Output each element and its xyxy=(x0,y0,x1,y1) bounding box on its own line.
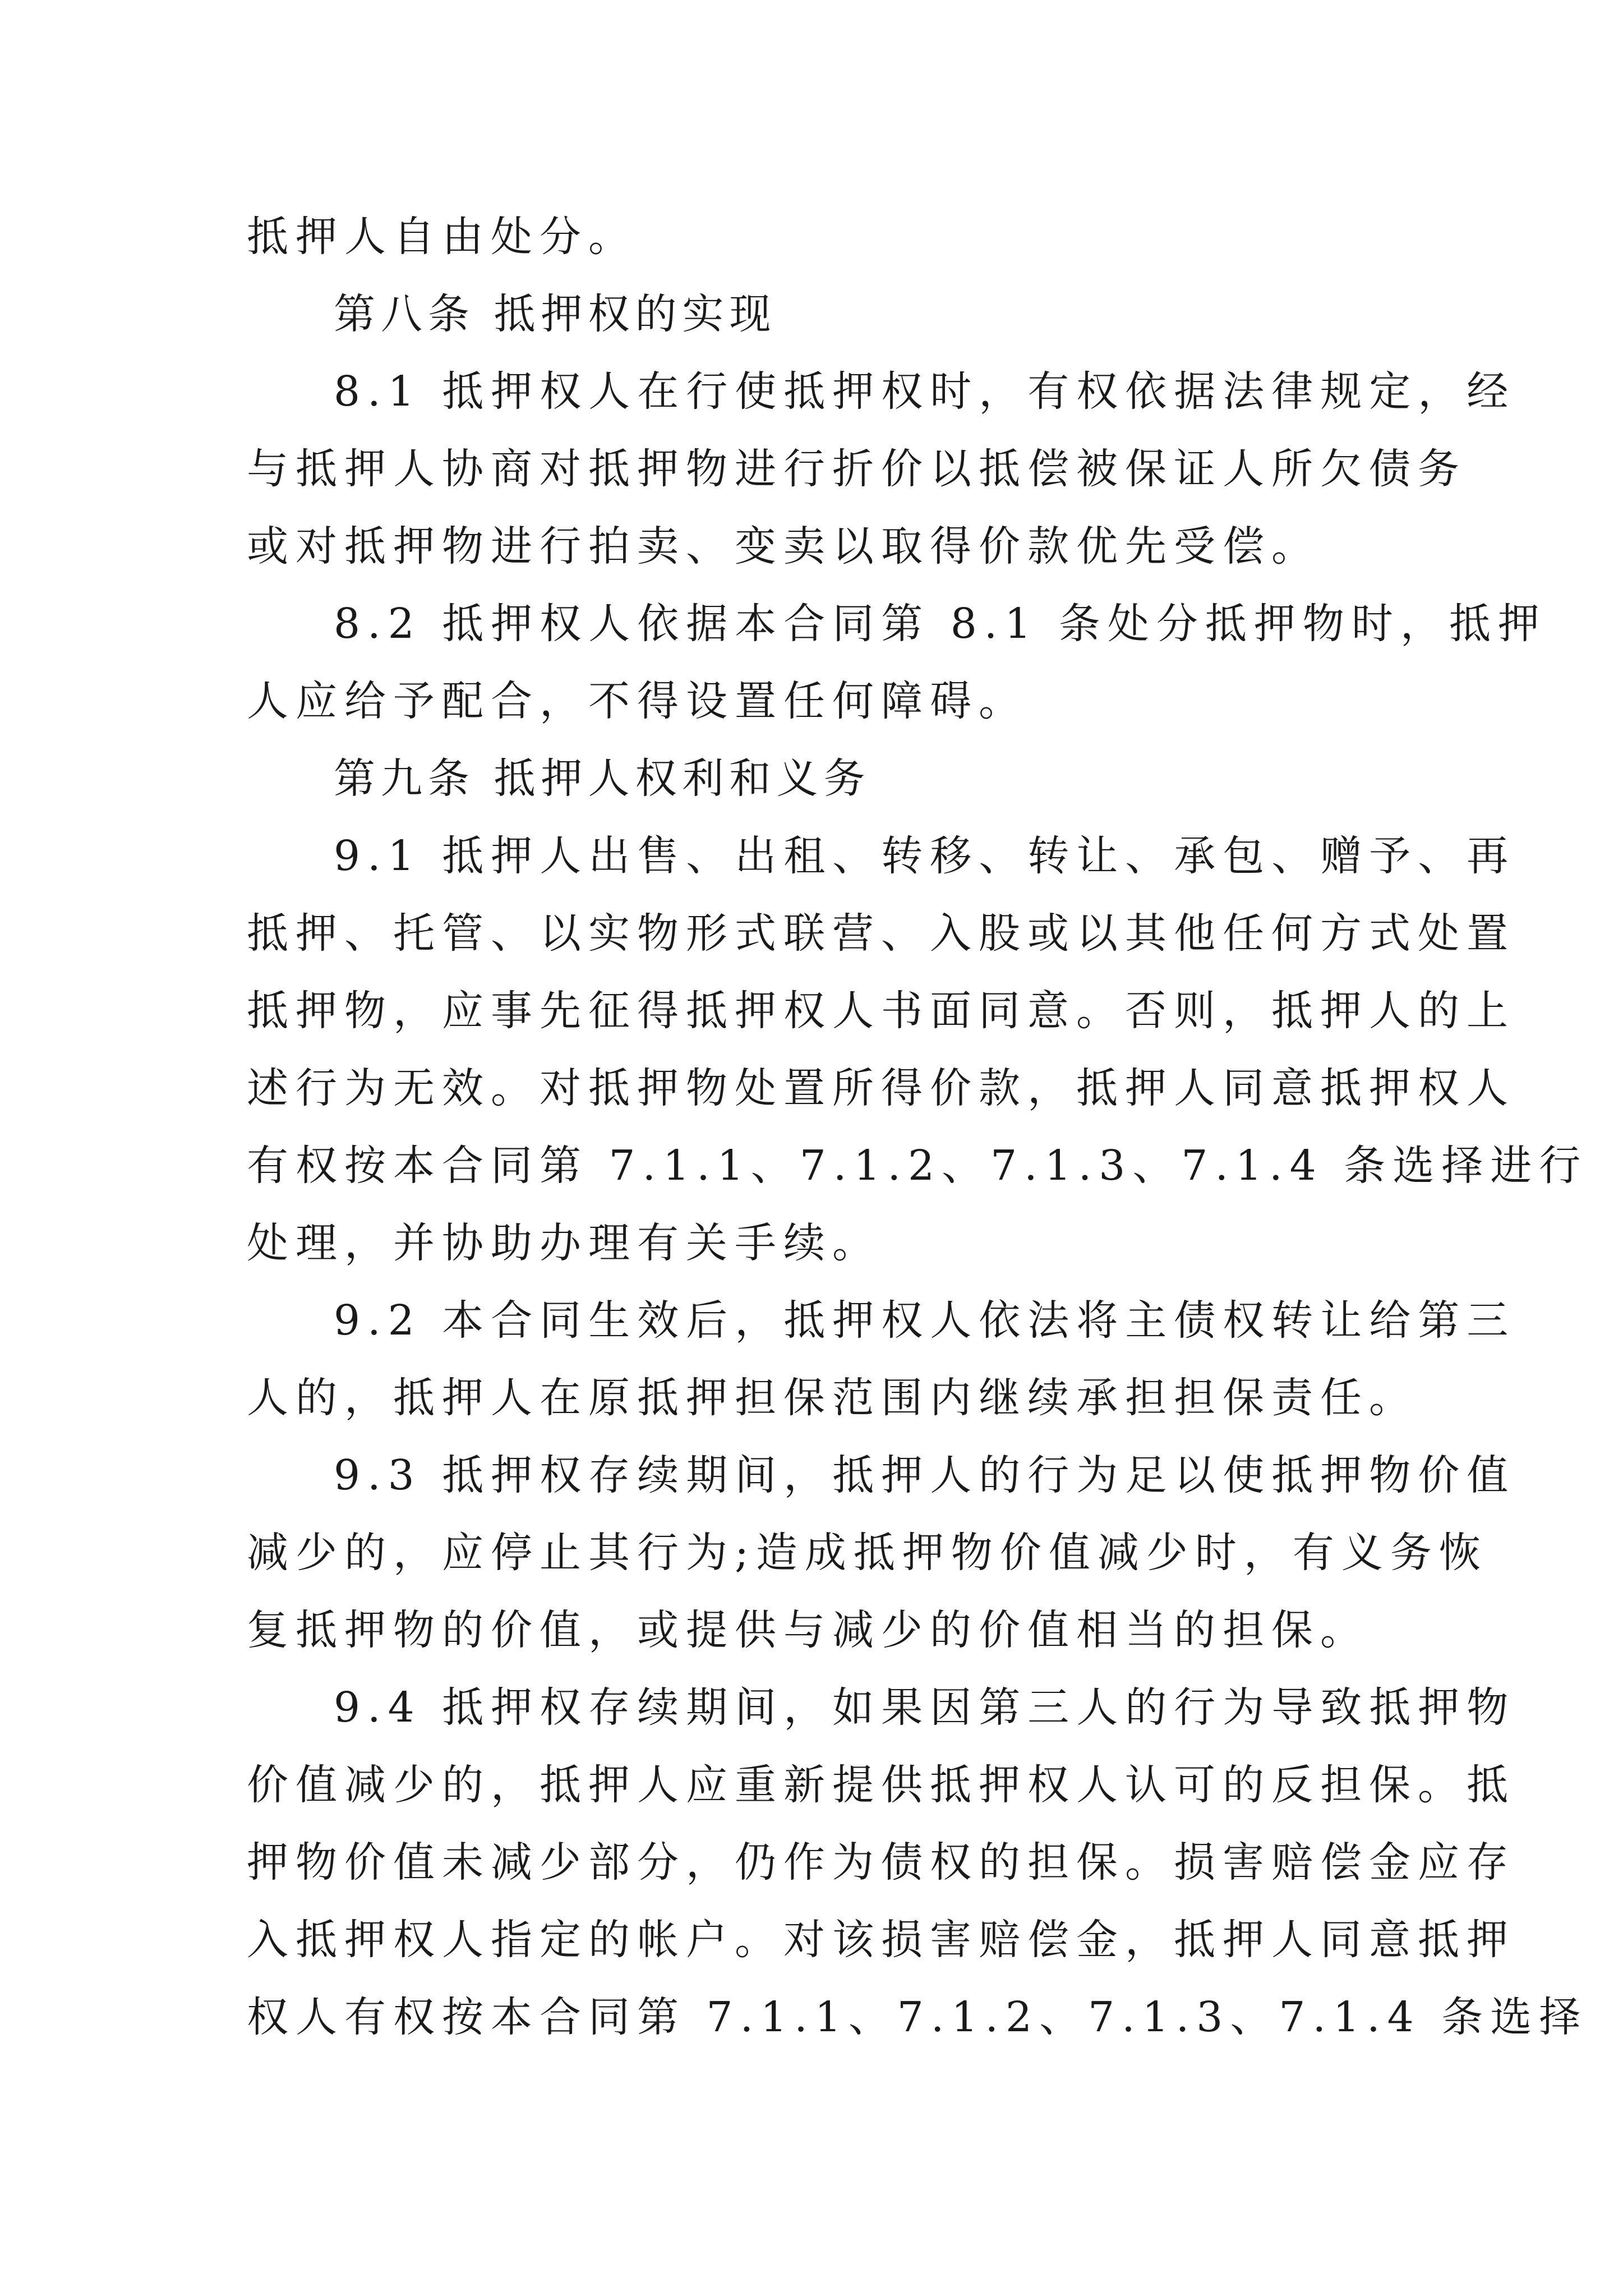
text-line: 9.1 抵押人出售、出租、转移、转让、承包、赠予、再 xyxy=(334,832,1516,880)
text-line: 复抵押物的价值，或提供与减少的价值相当的担保。 xyxy=(247,1606,1369,1654)
text-line: 有权按本合同第 7.1.1、7.1.2、7.1.3、7.1.4 条选择进行 xyxy=(247,1142,1588,1190)
section-heading: 第八条 抵押权的实现 xyxy=(334,290,777,338)
text-line: 价值减少的，抵押人应重新提供抵押权人认可的反担保。抵 xyxy=(247,1761,1515,1809)
text-line: 8.2 抵押权人依据本合同第 8.1 条处分抵押物时，抵押 xyxy=(334,600,1547,648)
text-line: 或对抵押物进行拍卖、变卖以取得价款优先受偿。 xyxy=(247,522,1320,570)
text-line: 述行为无效。对抵押物处置所得价款，抵押人同意抵押权人 xyxy=(247,1064,1515,1112)
text-line: 抵押人自由处分。 xyxy=(247,213,637,261)
text-line: 人应给予配合，不得设置任何障碍。 xyxy=(247,677,1027,725)
section-heading: 第九条 抵押人权利和义务 xyxy=(334,754,871,803)
text-line: 处理，并协助办理有关手续。 xyxy=(247,1219,881,1267)
text-line: 减少的，应停止其行为;造成抵押物价值减少时，有义务恢 xyxy=(247,1529,1488,1577)
text-line: 抵押、托管、以实物形式联营、入股或以其他任何方式处置 xyxy=(247,909,1515,958)
text-line: 权人有权按本合同第 7.1.1、7.1.2、7.1.3、7.1.4 条选择 xyxy=(247,1993,1588,2041)
text-line: 抵押物，应事先征得抵押权人书面同意。否则，抵押人的上 xyxy=(247,987,1515,1035)
text-line: 9.2 本合同生效后，抵押权人依法将主债权转让给第三 xyxy=(334,1296,1516,1345)
text-line: 8.1 抵押权人在行使抵押权时，有权依据法律规定，经 xyxy=(334,367,1516,416)
text-line: 9.3 抵押权存续期间，抵押人的行为足以使抵押物价值 xyxy=(334,1451,1516,1499)
text-line: 入抵押权人指定的帐户。对该损害赔偿金，抵押人同意抵押 xyxy=(247,1916,1515,1964)
text-line: 与抵押人协商对抵押物进行折价以抵偿被保证人所欠债务 xyxy=(247,445,1467,493)
text-line: 押物价值未减少部分，仍作为债权的担保。损害赔偿金应存 xyxy=(247,1838,1515,1887)
text-line: 9.4 抵押权存续期间，如果因第三人的行为导致抵押物 xyxy=(334,1683,1516,1732)
text-line: 人的，抵押人在原抵押担保范围内继续承担担保责任。 xyxy=(247,1374,1418,1422)
